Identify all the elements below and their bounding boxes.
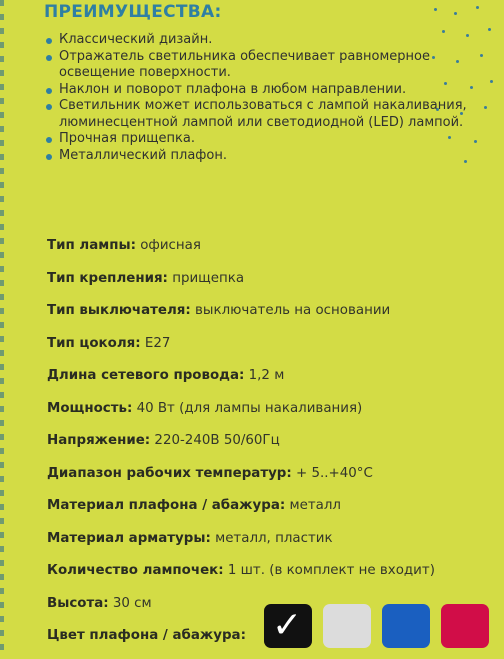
- spec-label: Количество лампочек:: [47, 563, 224, 578]
- spec-value: выключатель на основании: [195, 303, 391, 318]
- advantage-item: Светильник может использоваться с лампой накаливания, люминесцентной лампой или светодиодной (LED) лампой.: [44, 98, 499, 131]
- spec-row: [47, 431, 497, 464]
- spec-label: Тип лампы:: [47, 238, 136, 253]
- advantage-item: Металлический плафон.: [44, 148, 499, 165]
- advantages-list: [44, 32, 499, 164]
- spec-value: 1,2 м: [248, 368, 285, 383]
- spec-value: офисная: [140, 238, 201, 253]
- advantage-item: Прочная прищепка.: [44, 131, 499, 148]
- spec-row: [47, 366, 497, 399]
- spec-row: [47, 301, 497, 334]
- spec-label: Диапазон рабочих температур:: [47, 465, 292, 481]
- spec-value: 1 шт. (в комплект не входит): [227, 563, 435, 578]
- spec-value: 40 Вт (для лампы накаливания): [136, 400, 363, 416]
- spec-row: [47, 496, 497, 529]
- spec-row: [47, 529, 497, 562]
- color-swatch-blue[interactable]: [382, 604, 430, 648]
- spec-value: металл: [289, 498, 341, 513]
- color-swatch-red[interactable]: [441, 604, 489, 648]
- spec-value: металл, пластик: [215, 530, 333, 546]
- advantage-item: Классический дизайн.: [44, 32, 499, 49]
- decorative-left-rule: [0, 0, 4, 650]
- advantages-title: ПРЕИМУЩЕСТВА:: [44, 2, 222, 22]
- spec-row: [47, 464, 497, 497]
- spec-row: [47, 236, 497, 269]
- spec-label: Тип крепления:: [47, 270, 168, 286]
- spec-label: Тип выключателя:: [47, 303, 191, 318]
- spec-label: Материал плафона / абажура:: [47, 498, 286, 513]
- spec-label: Тип цоколя:: [47, 335, 141, 351]
- spec-value: 30 см: [112, 595, 152, 611]
- spec-row: [47, 561, 497, 594]
- advantage-item: Наклон и поворот плафона в любом направлении.: [44, 82, 499, 99]
- spec-row: [47, 399, 497, 432]
- spec-row: [47, 334, 497, 367]
- color-swatch-black[interactable]: [264, 604, 312, 648]
- spec-label: Материал арматуры:: [47, 530, 211, 546]
- color-swatch-white[interactable]: [323, 604, 371, 648]
- spec-label: Цвет плафона / абажура:: [47, 628, 246, 643]
- advantage-item: Отражатель светильника обеспечивает равномерное освещение поверхности.: [44, 49, 499, 82]
- spec-value: E27: [144, 335, 171, 351]
- spec-label: Длина сетевого провода:: [47, 368, 245, 383]
- spec-value: + 5..+40°С: [296, 465, 373, 481]
- spec-label: Мощность:: [47, 400, 133, 416]
- spec-value: 220-240В 50/60Гц: [154, 433, 280, 448]
- spec-value: прищепка: [172, 270, 245, 286]
- spec-label: Высота:: [47, 595, 109, 611]
- specs-list: [47, 236, 497, 659]
- spec-label: Напряжение:: [47, 433, 151, 448]
- spec-row: [47, 269, 497, 302]
- checkmark-icon: ✓: [272, 605, 303, 646]
